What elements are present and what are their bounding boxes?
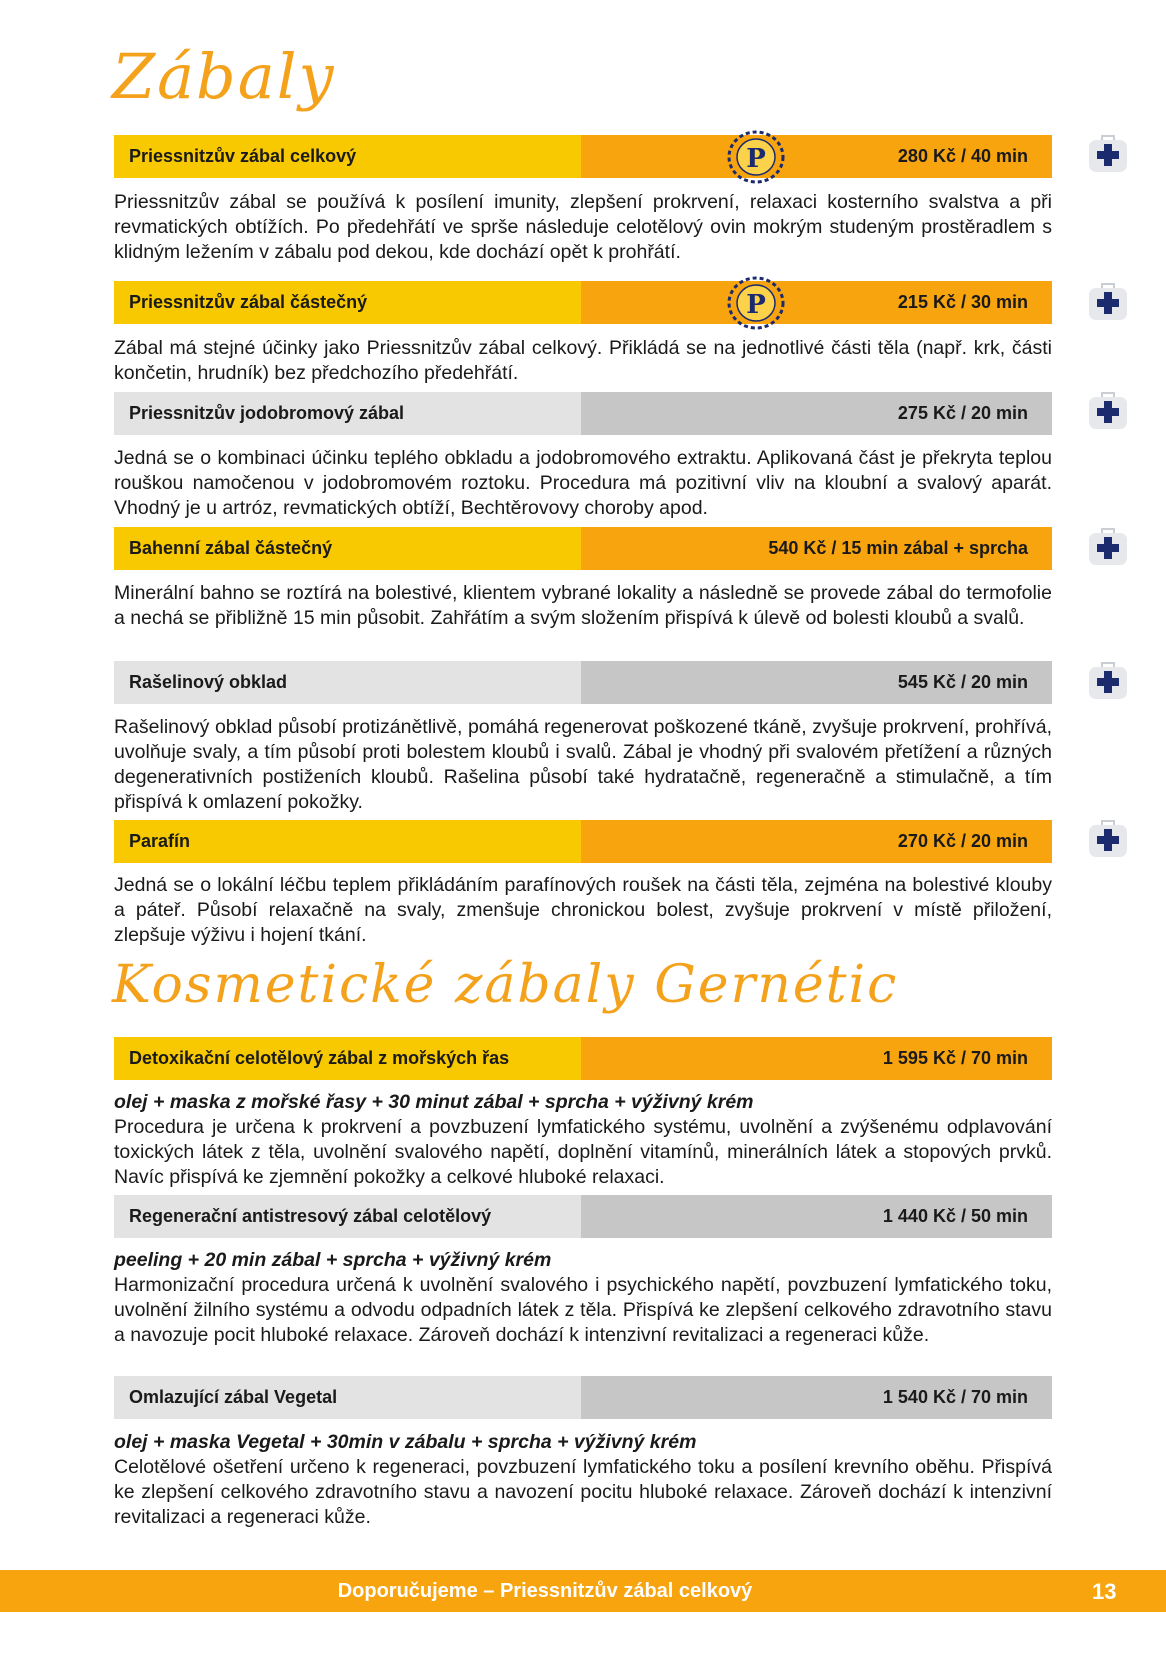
cosmetic-block [114,1248,1052,1348]
treatment-header [114,281,1052,324]
priessnitz-seal-icon [726,129,786,185]
treatment-header [114,820,1052,863]
treatment-name: Parafín [114,820,581,863]
treatment-name: Bahenní zábal částečný [114,527,581,570]
cosmetic-price: 1 595 Kč / 70 min [882,1048,1028,1068]
cosmetic-header [114,1376,1052,1419]
treatment-price: 280 Kč / 40 min [897,146,1028,166]
footer-bar [0,1570,1166,1612]
medical-plus-icon [1087,280,1129,322]
cosmetic-name: Regenerační antistresový zábal celotělový [114,1195,581,1238]
section-title-zabaly: Zábaly [112,40,336,113]
footer-text: Doporučujeme – Priessnitzův zábal celkový [337,1580,753,1602]
cosmetic-subtitle: olej + maska z mořské řasy + 30 minut zábal + sprcha + výživný krém [114,1091,754,1113]
treatment-price: 270 Kč / 20 min [897,831,1028,851]
treatment-header [114,661,1052,704]
medical-plus-icon [1087,389,1129,431]
section-title-kosmeticke: Kosmetické zábaly Gernétic [112,955,899,1015]
cosmetic-price: 1 540 Kč / 70 min [882,1387,1028,1407]
treatment-description: Minerální bahno se roztírá na bolestivé, klientem vybrané lokality a následně se provede zábal do termofolie a nechá se přibližně 15 min působit. Zahřátím a svým složením přispívá k úlevě od bolesti kloubů a svalů. [114,582,1052,629]
treatment-price: 540 Kč / 15 min zábal + sprcha [768,538,1028,558]
treatment-description: Priessnitzův zábal se používá k posílení imunity, zlepšení prokrvení, relaxaci kosterního svalstva a při revmatických obtížích. Po předehřátí ve sprše následuje celotělový ovin mokrým studeným prostěradlem s klidným ležením v zábalu pod dekou, kde dochází opět k prohřátí. [114,191,1052,263]
treatment-price: 545 Kč / 20 min [897,672,1028,692]
treatment-header [114,135,1052,178]
cosmetic-header [114,1037,1052,1080]
priessnitz-seal-icon [726,275,786,331]
cosmetic-description: Celotělové ošetření určeno k regeneraci, povzbuzení lymfatického toku a posílení krevního oběhu. Přispívá ke zlepšení celkového zdravotního stavu a navození pocitu hluboké relaxace. Zároveň dochází k intenzivní revitalizaci a regeneraci kůže. [114,1456,1052,1528]
cosmetic-description: Procedura je určena k prokrvení a povzbuzení lymfatického systému, uvolnění a zvýšenému odplavování toxických látek z těla, uvolnění svalového napětí, doplnění vitamínů, minerálních látek a stopových prvků. Navíc přispívá ke zjemnění pokožky a celkové hluboké relaxaci. [114,1116,1052,1188]
medical-plus-icon [1087,525,1129,567]
treatment-description: Jedná se o kombinaci účinku teplého obkladu a jodobromového extraktu. Aplikovaná část je překryta teplou rouškou namočenou v jodobromovém roztoku. Procedura má pozitivní vliv na kloubní a svalový aparát. Vhodný je u artróz, revmatických obtíží, Bechtěrovovy choroby apod. [114,447,1052,519]
treatment-description: Rašelinový obklad působí protizánětlivě, pomáhá regenerovat poškozené tkáně, zvyšuje prokrvení, prohřívá, uvolňuje svaly, a tím působí proti bolestem kloubů i svalů. Zábal je vhodný při svalovém přetížení a různých degenerativních postiženích kloubů. Rašelina působí také hydratačně, regeneračně a stimulačně, a tím přispívá k omlazení pokožky. [114,716,1052,813]
cosmetic-header [114,1195,1052,1238]
cosmetic-name: Omlazující zábal Vegetal [114,1376,581,1419]
treatment-name: Priessnitzův zábal celkový [114,135,581,178]
treatment-description: Jedná se o lokální léčbu teplem přikládáním parafínových roušek na části těla, zejména na bolestivé klouby a páteř. Působí relaxačně na svaly, zmenšuje chronickou bolest, zvyšuje prokrvení v místě přiložení, zlepšuje výživu i hojení tkání. [114,874,1052,946]
cosmetic-subtitle: olej + maska Vegetal + 30min v zábalu + sprcha + výživný krém [114,1431,697,1453]
cosmetic-description: Harmonizační procedura určená k uvolnění svalového i psychického napětí, povzbuzení lymfatického toku, uvolnění žilního systému a odvodu odpadních látek z těla. Přispívá ke zlepšení celkového zdravotního stavu a navozuje pocit hluboké relaxace. Zároveň dochází k intenzivní revitalizaci a regeneraci kůže. [114,1274,1052,1346]
treatment-price: 215 Kč / 30 min [897,292,1028,312]
cosmetic-block [114,1090,1052,1190]
treatment-header [114,527,1052,570]
treatment-description: Zábal má stejné účinky jako Priessnitzův zábal celkový. Přikládá se na jednotlivé části těla (např. krk, části končetin, hrudník) bez předchozího předehřátí. [114,337,1052,384]
cosmetic-block [114,1430,1052,1530]
treatment-name: Rašelinový obklad [114,661,581,704]
treatment-name: Priessnitzův zábal částečný [114,281,581,324]
treatment-price: 275 Kč / 20 min [897,403,1028,423]
medical-plus-icon [1087,817,1129,859]
page-number: 13 [1092,1579,1117,1604]
cosmetic-price: 1 440 Kč / 50 min [882,1206,1028,1226]
cosmetic-subtitle: peeling + 20 min zábal + sprcha + výživný krém [114,1249,552,1271]
treatment-name: Priessnitzův jodobromový zábal [114,392,581,435]
medical-plus-icon [1087,132,1129,174]
medical-plus-icon [1087,659,1129,701]
treatment-header [114,392,1052,435]
cosmetic-name: Detoxikační celotělový zábal z mořských řas [114,1037,581,1080]
